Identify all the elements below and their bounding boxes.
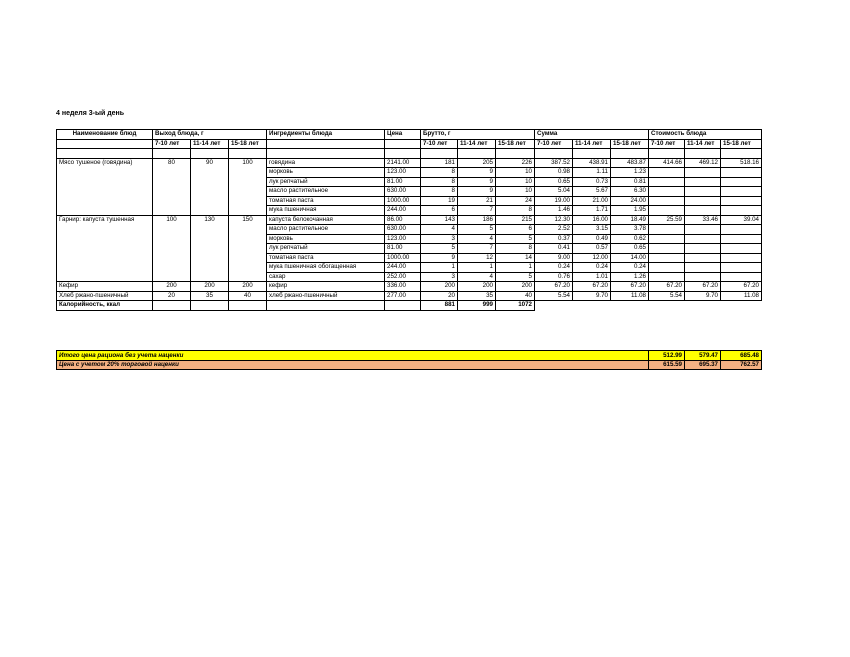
total-markup-label: Цена с учетом 20% торговой наценки <box>57 360 649 370</box>
dish-cost: 25.59 <box>649 215 685 225</box>
dish-cost: 33.46 <box>685 215 721 225</box>
total-value: 695.37 <box>685 360 721 370</box>
ingredient-row <box>57 282 762 292</box>
totals-table <box>56 350 762 370</box>
sum-value: 19.00 <box>535 196 573 206</box>
brutto-value: 8 <box>496 244 535 254</box>
dish-name: Мясо тушеное (говядина) <box>57 158 153 215</box>
ingredient-price: 244.00 <box>385 263 421 273</box>
total-value: 685.48 <box>721 351 762 361</box>
brutto-value: 143 <box>421 215 458 225</box>
ingredient-price: 123.00 <box>385 168 421 178</box>
ingredient-row <box>57 158 762 168</box>
dish-cost: 67.20 <box>649 282 685 292</box>
sum-value: 12.00 <box>573 253 611 263</box>
ingredient-price: 336.00 <box>385 282 421 292</box>
sum-value: 0.62 <box>611 234 649 244</box>
brutto-value: 12 <box>458 253 496 263</box>
ingredient-name: масло растительное <box>267 225 385 235</box>
sum-value: 1.11 <box>573 168 611 178</box>
sum-value: 483.87 <box>611 158 649 168</box>
brutto-value: 24 <box>496 196 535 206</box>
brutto-value: 35 <box>458 291 496 301</box>
col-ingredients: Ингредиенты блюда <box>267 130 385 140</box>
ingredient-name: томатная паста <box>267 196 385 206</box>
header-row <box>57 130 762 140</box>
ingredient-name: лук репчатый <box>267 177 385 187</box>
dish-yield: 100 <box>153 215 191 282</box>
sum-value: 0.24 <box>611 263 649 273</box>
brutto-value: 200 <box>496 282 535 292</box>
sum-value: 1.01 <box>573 272 611 282</box>
sum-value: 0.65 <box>535 177 573 187</box>
ingredient-price: 1000.00 <box>385 253 421 263</box>
brutto-value: 6 <box>496 225 535 235</box>
sum-value: 21.00 <box>573 196 611 206</box>
ingredient-name: томатная паста <box>267 253 385 263</box>
brutto-value: 19 <box>421 196 458 206</box>
brutto-value: 6 <box>421 206 458 216</box>
sum-value: 5.67 <box>573 187 611 197</box>
dish-yield: 200 <box>229 282 267 292</box>
sum-value: 24.00 <box>611 196 649 206</box>
brutto-value: 5 <box>421 244 458 254</box>
age-label: 7-10 лет <box>421 139 458 149</box>
brutto-value: 4 <box>421 225 458 235</box>
dish-yield: 20 <box>153 291 191 301</box>
total-value: 615.59 <box>649 360 685 370</box>
age-label: 15-18 лет <box>611 139 649 149</box>
ingredient-price: 2141.00 <box>385 158 421 168</box>
brutto-value: 3 <box>421 234 458 244</box>
total-value: 579.47 <box>685 351 721 361</box>
sum-value: 1.23 <box>611 168 649 178</box>
ingredient-price: 630.00 <box>385 225 421 235</box>
dish-name: Гарнир: капуста тушенная <box>57 215 153 282</box>
col-price: Цена <box>385 130 421 140</box>
brutto-value: 10 <box>496 187 535 197</box>
dish-yield: 200 <box>153 282 191 292</box>
sum-value: 1.46 <box>535 206 573 216</box>
ingredient-price: 630.00 <box>385 187 421 197</box>
ingredient-price: 123.00 <box>385 234 421 244</box>
ingredient-name: кефир <box>267 282 385 292</box>
sum-value: 3.78 <box>611 225 649 235</box>
brutto-value: 1 <box>496 263 535 273</box>
brutto-value: 9 <box>458 177 496 187</box>
sum-value: 0.24 <box>535 263 573 273</box>
age-label: 7-10 лет <box>535 139 573 149</box>
ingredient-name: говядина <box>267 158 385 168</box>
menu-table <box>56 129 762 311</box>
ingredient-price: 277.00 <box>385 291 421 301</box>
brutto-value: 9 <box>458 187 496 197</box>
dish-cost: 469.12 <box>685 158 721 168</box>
dish-cost: 518.16 <box>721 158 762 168</box>
total-markup-row <box>57 360 762 370</box>
spacer-row <box>57 149 762 159</box>
age-label: 11-14 лет <box>458 139 496 149</box>
brutto-value: 8 <box>421 168 458 178</box>
sum-value: 1.26 <box>611 272 649 282</box>
col-brutto: Брутто, г <box>421 130 535 140</box>
brutto-value: 1 <box>421 263 458 273</box>
ingredient-price: 252.00 <box>385 272 421 282</box>
brutto-value: 14 <box>496 253 535 263</box>
ingredient-name: морковь <box>267 168 385 178</box>
brutto-value: 10 <box>496 177 535 187</box>
sum-value: 0.76 <box>535 272 573 282</box>
brutto-value: 9 <box>421 253 458 263</box>
brutto-value: 181 <box>421 158 458 168</box>
calories-label: Калорийность, ккал <box>57 301 153 311</box>
sum-value: 0.81 <box>611 177 649 187</box>
sum-value: 0.73 <box>573 177 611 187</box>
brutto-value: 5 <box>496 272 535 282</box>
brutto-value: 40 <box>496 291 535 301</box>
sum-value: 0.65 <box>611 244 649 254</box>
ingredient-name: хлеб ржано-пшеничный <box>267 291 385 301</box>
dish-cost: 9.70 <box>685 291 721 301</box>
brutto-value: 8 <box>421 187 458 197</box>
dish-cost: 414.66 <box>649 158 685 168</box>
total-no-markup-label: Итого цена рациона без учета наценки <box>57 351 649 361</box>
dish-yield: 150 <box>229 215 267 282</box>
calories-row <box>57 301 762 311</box>
age-header-row <box>57 139 762 149</box>
sum-value: 0.37 <box>535 234 573 244</box>
brutto-value: 226 <box>496 158 535 168</box>
ingredient-price: 86.00 <box>385 215 421 225</box>
sum-value: 0.98 <box>535 168 573 178</box>
sum-value: 2.52 <box>535 225 573 235</box>
ingredient-name: сахар <box>267 272 385 282</box>
sum-value: 1.95 <box>611 206 649 216</box>
brutto-value: 7 <box>458 206 496 216</box>
brutto-value: 5 <box>496 234 535 244</box>
calories-value: 999 <box>458 301 496 311</box>
total-no-markup-row <box>57 351 762 361</box>
ingredient-name: мука пшеничная обогащенная <box>267 263 385 273</box>
document-title: 4 неделя 3-ый день <box>56 110 125 117</box>
sum-value: 9.00 <box>535 253 573 263</box>
ingredient-price: 1000.00 <box>385 196 421 206</box>
brutto-value: 186 <box>458 215 496 225</box>
dish-name: Хлеб ржано-пшеничный <box>57 291 153 301</box>
brutto-value: 4 <box>458 234 496 244</box>
dish-yield: 90 <box>191 158 229 215</box>
sum-value: 67.20 <box>535 282 573 292</box>
ingredient-price: 244.00 <box>385 206 421 216</box>
sum-value: 18.49 <box>611 215 649 225</box>
brutto-value: 200 <box>458 282 496 292</box>
age-label: 11-14 лет <box>685 139 721 149</box>
brutto-value: 20 <box>421 291 458 301</box>
sum-value: 0.24 <box>573 263 611 273</box>
ingredient-name: лук репчатый <box>267 244 385 254</box>
col-sum: Сумма <box>535 130 649 140</box>
age-label: 15-18 лет <box>496 139 535 149</box>
sum-value: 67.20 <box>611 282 649 292</box>
brutto-value: 200 <box>421 282 458 292</box>
ingredient-name: капуста белокочанная <box>267 215 385 225</box>
dish-yield: 40 <box>229 291 267 301</box>
dish-cost: 67.20 <box>685 282 721 292</box>
brutto-value: 215 <box>496 215 535 225</box>
brutto-value: 8 <box>421 177 458 187</box>
brutto-value: 5 <box>458 225 496 235</box>
dish-yield: 100 <box>229 158 267 215</box>
sum-value: 0.49 <box>573 234 611 244</box>
sum-value: 0.41 <box>535 244 573 254</box>
sum-value: 9.70 <box>573 291 611 301</box>
calories-value: 1072 <box>496 301 535 311</box>
sum-value: 438.91 <box>573 158 611 168</box>
dish-cost: 67.20 <box>721 282 762 292</box>
total-value: 512.99 <box>649 351 685 361</box>
age-label: 15-18 лет <box>721 139 762 149</box>
brutto-value: 1 <box>458 263 496 273</box>
dish-name: Кефир <box>57 282 153 292</box>
sum-value: 5.04 <box>535 187 573 197</box>
age-label: 7-10 лет <box>153 139 191 149</box>
ingredient-name: морковь <box>267 234 385 244</box>
dish-yield: 200 <box>191 282 229 292</box>
dish-cost: 11.08 <box>721 291 762 301</box>
sum-value: 3.15 <box>573 225 611 235</box>
brutto-value: 8 <box>496 206 535 216</box>
sum-value: 0.57 <box>573 244 611 254</box>
sum-value: 11.08 <box>611 291 649 301</box>
age-label: 15-18 лет <box>229 139 267 149</box>
calories-value: 881 <box>421 301 458 311</box>
dish-cost: 39.04 <box>721 215 762 225</box>
ingredient-name: масло растительное <box>267 187 385 197</box>
sum-value: 5.54 <box>535 291 573 301</box>
ingredient-row <box>57 215 762 225</box>
brutto-value: 205 <box>458 158 496 168</box>
dish-yield: 80 <box>153 158 191 215</box>
sum-value: 387.52 <box>535 158 573 168</box>
ingredient-name: мука пшеничная <box>267 206 385 216</box>
ingredient-price: 81.00 <box>385 177 421 187</box>
sum-value: 6.30 <box>611 187 649 197</box>
sum-value: 1.71 <box>573 206 611 216</box>
col-yield: Выход блюда, г <box>153 130 267 140</box>
brutto-value: 9 <box>458 168 496 178</box>
ingredient-row <box>57 291 762 301</box>
brutto-value: 10 <box>496 168 535 178</box>
age-label: 7-10 лет <box>649 139 685 149</box>
sum-value: 67.20 <box>573 282 611 292</box>
dish-yield: 35 <box>191 291 229 301</box>
brutto-value: 21 <box>458 196 496 206</box>
brutto-value: 7 <box>458 244 496 254</box>
age-label: 11-14 лет <box>573 139 611 149</box>
sum-value: 12.30 <box>535 215 573 225</box>
col-dish-name: Наименование блюд <box>57 130 153 140</box>
dish-cost: 5.54 <box>649 291 685 301</box>
col-cost: Стоимость блюда <box>649 130 762 140</box>
sum-value: 14.00 <box>611 253 649 263</box>
age-label: 11-14 лет <box>191 139 229 149</box>
brutto-value: 4 <box>458 272 496 282</box>
brutto-value: 3 <box>421 272 458 282</box>
sum-value: 16.00 <box>573 215 611 225</box>
total-value: 762.57 <box>721 360 762 370</box>
ingredient-price: 81.00 <box>385 244 421 254</box>
dish-yield: 130 <box>191 215 229 282</box>
